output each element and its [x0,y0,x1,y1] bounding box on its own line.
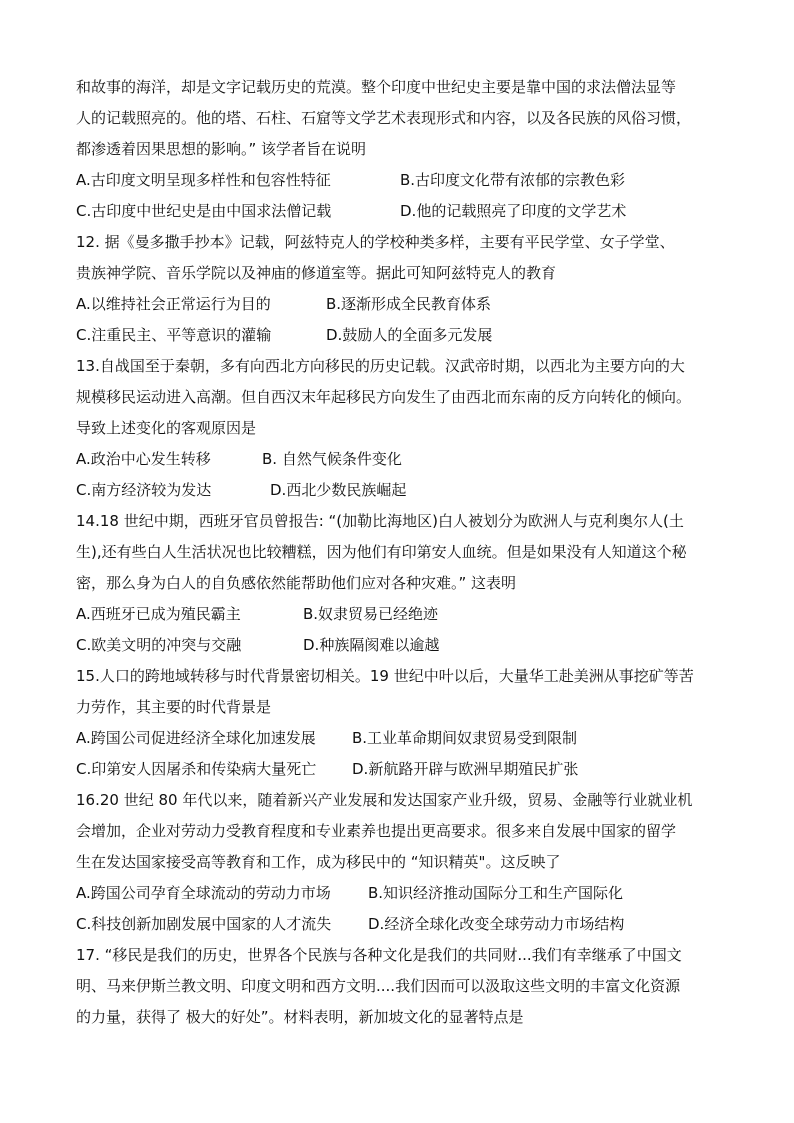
option-a: A.古印度文明呈现多样性和包容性特征 [76,171,331,189]
option-b: B.知识经济推动国际分工和生产国际化 [368,884,624,902]
question-16 [76,785,726,940]
option-c: C.印第安人因屠杀和传染病大量死亡 [76,760,317,778]
question-text-line: 15.人口的跨地域转移与时代背景密切相关。19 世纪中叶以后，大量华工赴美洲从事挖矿等苦 [76,667,694,685]
question-text-line: 生在发达国家接受高等教育和工作，成为移民中的 “知识精英"。这反映了 [76,853,561,871]
option-row [76,196,726,227]
question-14 [76,506,726,661]
option-row [76,909,726,940]
question-15 [76,661,726,785]
option-c: C.欧美文明的冲突与交融 [76,636,242,654]
question-text-line: 生),还有些白人生活状况也比较糟糕，因为他们有印第安人血统。但是如果没有人知道这个秘 [76,543,687,561]
option-row [76,723,726,754]
question-text-line: 17. “移民是我们的历史，世界各个民族与各种文化是我们的共同财...我们有幸继承了中国文 [76,946,682,964]
question-11 [76,72,726,227]
option-c: C.南方经济较为发达 [76,481,212,499]
question-text-line: 的力量，获得了 极大的好处”。材料表明，新加坡文化的显著特点是 [76,1008,524,1026]
option-c: C.古印度中世纪史是由中国求法僧记载 [76,202,332,220]
question-text-line: 人的记载照亮的。他的塔、石柱、石窟等文学艺术表现形式和内容，以及各民族的风俗习惯， [76,109,692,127]
question-text-line: 都渗透着因果思想的影响。” 该学者旨在说明 [76,140,367,158]
option-b: B.奴隶贸易已经绝迹 [303,605,439,623]
question-text-line: 规模移民运动进入高潮。但自西汉末年起移民方向发生了由西北而东南的反方向转化的倾向。 [76,388,692,406]
option-row [76,630,726,661]
option-a: A.以维持社会正常运行为目的 [76,295,271,313]
option-row [76,165,726,196]
question-text-line: 13.自战国至于秦朝，多有向西北方向移民的历史记载。汉武帝时期，以西北为主要方向的大 [76,357,685,375]
option-row [76,599,726,630]
option-d: D.新航路开辟与欧洲早期殖民扩张 [352,760,579,778]
option-d: D.经济全球化改变全球劳动力市场结构 [368,915,625,933]
question-text-line: 贵族神学院、音乐学院以及神庙的修道室等。据此可知阿兹特克人的教育 [76,264,557,282]
question-12 [76,227,726,351]
option-row [76,475,726,506]
option-b: B.古印度文化带有浓郁的宗教色彩 [400,171,626,189]
option-b: B.工业革命期间奴隶贸易受到限制 [352,729,578,747]
option-row [76,878,726,909]
option-d: D.西北少数民族崛起 [270,481,407,499]
question-text-line: 力劳作，其主要的时代背景是 [76,698,272,716]
option-a: A.跨国公司促进经济全球化加速发展 [76,729,316,747]
option-a: A.西班牙已成为殖民霸主 [76,605,241,623]
option-d: D.鼓励人的全面多元发展 [326,326,493,344]
option-d: D.他的记载照亮了印度的文学艺术 [400,202,627,220]
option-a: A.政治中心发生转移 [76,450,211,468]
option-row [76,320,726,351]
question-text-line: 和故事的海洋，却是文字记载历史的荒漠。整个印度中世纪史主要是靠中国的求法僧法显等 [76,78,677,96]
option-a: A.跨国公司孕育全球流动的劳动力市场 [76,884,331,902]
question-text-line: 导致上述变化的客观原因是 [76,419,257,437]
option-c: C.科技创新加剧发展中国家的人才流失 [76,915,332,933]
option-b: B. 自然气候条件变化 [262,450,402,468]
question-text-line: 16.20 世纪 80 年代以来，随着新兴产业发展和发达国家产业升级，贸易、金融等行业就业机 [76,791,693,809]
option-row [76,289,726,320]
option-b: B.逐渐形成全民教育体系 [326,295,492,313]
question-text-line: 明、马来伊斯兰教文明、印度文明和西方文明....我们因而可以汲取这些文明的丰富文化资源 [76,977,681,995]
option-row [76,754,726,785]
option-d: D.种族隔阂难以逾越 [303,636,440,654]
question-13 [76,351,726,506]
question-text-line: 12. 据《曼多撒手抄本》记载，阿兹特克人的学校种类多样，主要有平民学堂、女子学堂、 [76,233,675,251]
exam-page [76,72,726,1033]
option-c: C.注重民主、平等意识的灌输 [76,326,272,344]
question-text-line: 14.18 世纪中期，西班牙官员曾报告: “(加勒比海地区)白人被划分为欧洲人与克利奥尔人(土 [76,512,684,530]
option-row [76,444,726,475]
question-17 [76,940,726,1033]
question-text-line: 密，那么身为白人的自负感依然能帮助他们应对各种灾难。” 这表明 [76,574,517,592]
question-text-line: 会增加，企业对劳动力受教育程度和专业素养也提出更高要求。很多来自发展中国家的留学 [76,822,677,840]
